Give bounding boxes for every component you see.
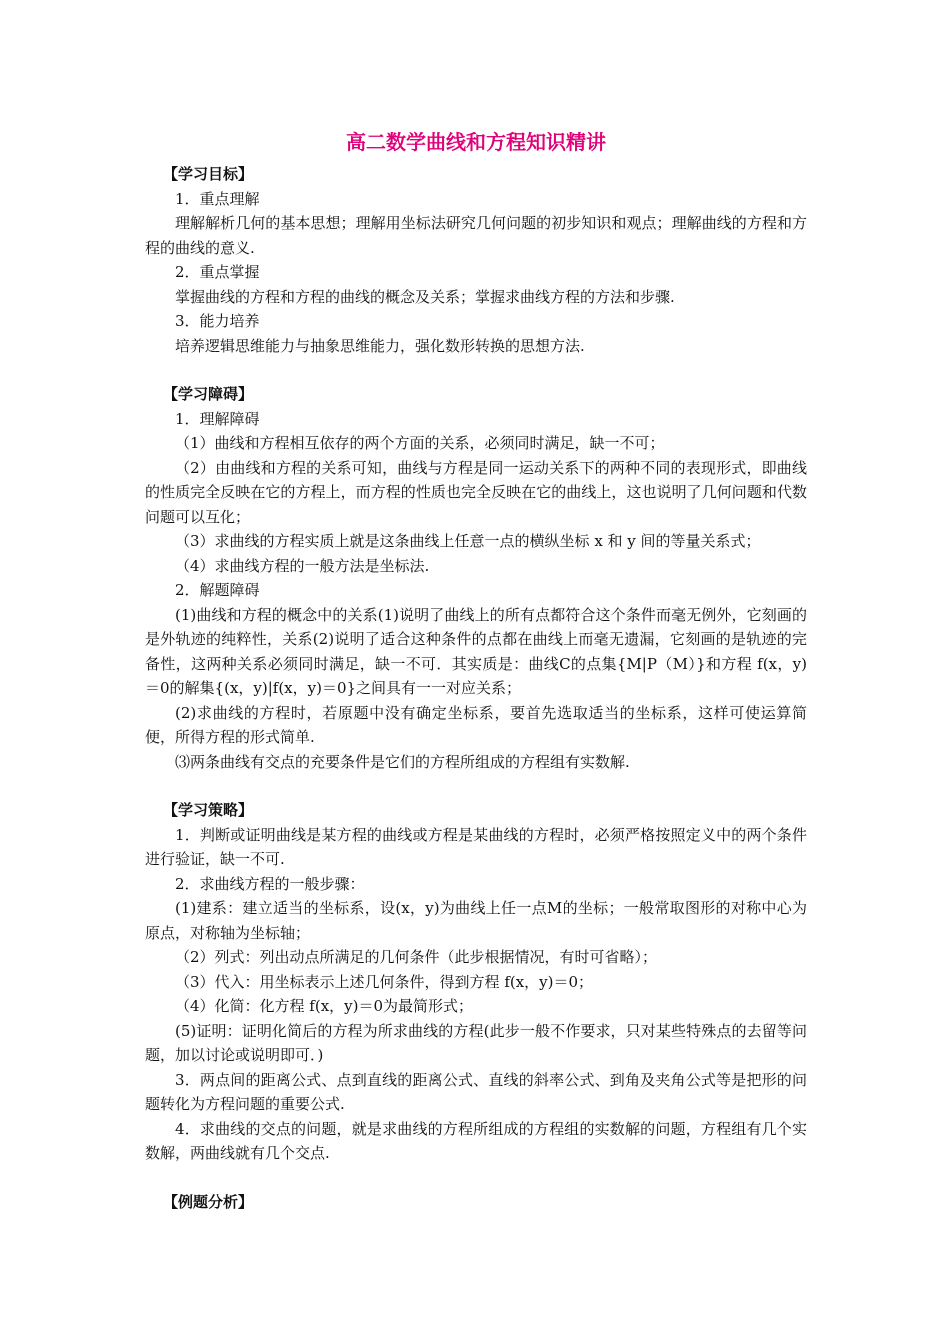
spacer <box>145 358 807 382</box>
paragraph: ⑶两条曲线有交点的充要条件是它们的方程所组成的方程组有实数解. <box>175 752 630 771</box>
section-heading: 【学习目标】 <box>163 165 254 183</box>
paragraph: 2．重点掌握 <box>175 263 260 281</box>
paragraph: 3．两点间的距离公式、点到直线的距离公式、直线的斜率公式、到角及夹角公式等是把形的问题转化为方程问题的重要公式. <box>145 1070 807 1113</box>
paragraph: （2）列式：列出动点所满足的几何条件（此步根据情况，有时可省略）； <box>175 948 658 966</box>
paragraph: 3．能力培养 <box>175 312 260 330</box>
section-heading: 【例题分析】 <box>163 1192 254 1211</box>
section-strategies <box>145 798 807 1166</box>
section-examples <box>145 1190 807 1215</box>
paragraph: （2）由曲线和方程的关系可知，曲线与方程是同一运动关系下的两种不同的表现形式，即曲线的性质完全反映在它的方程上，而方程的性质也完全反映在它的曲线上，这也说明了几何问题和代数问题可以互化； <box>145 458 807 526</box>
spacer <box>145 1166 807 1190</box>
paragraph: 1．判断或证明曲线是某方程的曲线或方程是某曲线的方程时，必须严格按照定义中的两个条件进行验证，缺一不可. <box>145 825 807 868</box>
paragraph: (2)求曲线的方程时，若原题中没有确定坐标系，要首先选取适当的坐标系，这样可使运算简便，所得方程的形式简单. <box>145 703 807 746</box>
section-heading: 【学习障碍】 <box>163 385 254 403</box>
paragraph: 培养逻辑思维能力与抽象思维能力，强化数形转换的思想方法. <box>175 336 585 355</box>
paragraph: （4）求曲线方程的一般方法是坐标法. <box>175 556 430 575</box>
paragraph: （3）代入：用坐标表示上述几何条件，得到方程 f(x，y)＝0； <box>175 972 594 991</box>
paragraph: 1．理解障碍 <box>175 409 260 428</box>
paragraph: （1）曲线和方程相互依存的两个方面的关系，必须同时满足，缺一不可； <box>175 434 665 452</box>
paragraph: (5)证明：证明化简后的方程为所求曲线的方程(此步一般不作要求，只对某些特殊点的去留等问题，加以讨论或说明即可．) <box>145 1021 807 1064</box>
paragraph: 掌握曲线的方程和方程的曲线的概念及关系；掌握求曲线方程的方法和步骤. <box>175 287 675 306</box>
paragraph: （3）求曲线的方程实质上就是这条曲线上任意一点的横纵坐标 x 和 y 间的等量关系式； <box>175 532 761 550</box>
paragraph: (1)建系：建立适当的坐标系，设(x，y)为曲线上任一点M的坐标；一般常取图形的对称中心为原点，对称轴为坐标轴； <box>145 899 807 942</box>
spacer <box>145 774 807 798</box>
paragraph: 2．解题障碍 <box>175 581 260 599</box>
paragraph: （4）化简：化方程 f(x，y)＝0为最简形式； <box>175 997 474 1015</box>
paragraph: (1)曲线和方程的概念中的关系(1)说明了曲线上的所有点都符合这个条件而毫无例外，它刻画的是外轨迹的纯粹性，关系(2)说明了适合这种条件的点都在曲线上而毫无遗漏，它刻画的是轨迹的完备性，这两种关系必须同时满足，缺一不可．其实质是：曲线C的点集{M|P（M）}和方程 f(x，y)＝0的解集{(x，y)|f(x，y)＝0}之间具有一一对应关系； <box>145 605 807 697</box>
section-objectives <box>145 162 807 358</box>
paragraph: 4．求曲线的交点的问题，就是求曲线的方程所组成的方程组的实数解的问题，方程组有几个实数解，两曲线就有几个交点. <box>145 1119 807 1162</box>
document-page <box>145 120 807 1214</box>
document-title: 高二数学曲线和方程知识精讲 <box>346 130 606 154</box>
paragraph: 1．重点理解 <box>175 189 260 208</box>
paragraph: 理解解析几何的基本思想；理解用坐标法研究几何问题的初步知识和观点；理解曲线的方程和方程的曲线的意义. <box>145 214 807 257</box>
section-heading: 【学习策略】 <box>163 801 254 819</box>
paragraph: 2．求曲线方程的一般步骤： <box>175 874 365 893</box>
section-obstacles <box>145 382 807 774</box>
